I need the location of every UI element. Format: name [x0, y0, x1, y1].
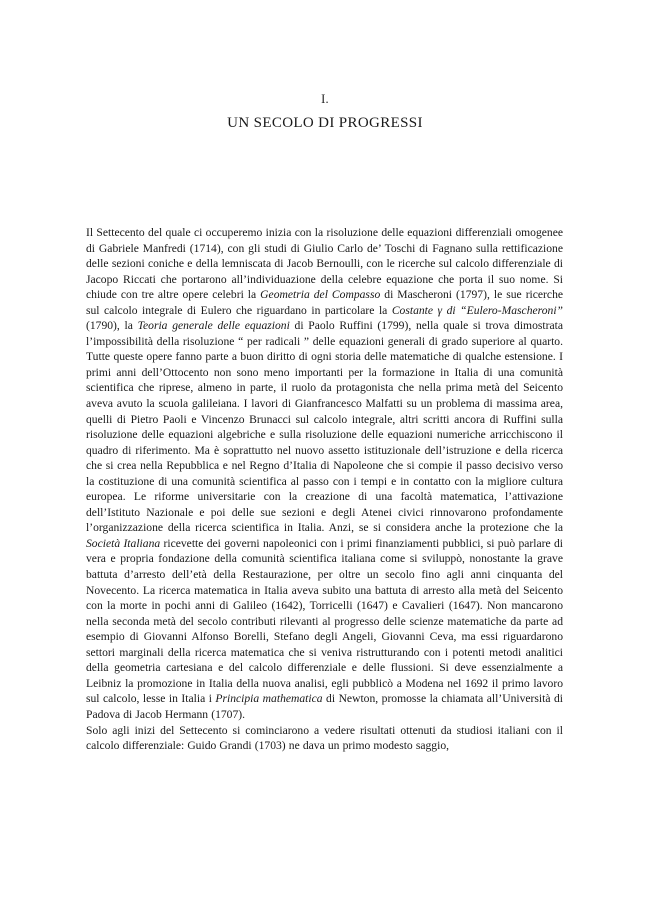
italic-title: Geometria del Compasso	[260, 288, 381, 302]
chapter-number: I.	[321, 92, 329, 106]
body-paragraph: Il Settecento del quale ci occuperemo inizia con la risoluzione delle equazioni differenziali omogenee di Gabriele Manfredi (1714), con gli studi di Giulio Carlo de’ Toschi di Fagnano sulla rettificazione delle sezioni coniche e della lemniscata di Jacob Bernoulli, con le ricerche sul calcolo differenziale di Jacopo Riccati che portarono all’individuazione della celebre equazione che porta il suo nome. Si chiude con tre altre opere celebri la Geometria del Compasso di Mascheroni (1797), le sue ricerche sul calcolo integrale di Eulero che riguardano in particolare la Costante γ di “Eulero-Mascheroni” (1790), la Teoria generale delle equazioni di Paolo Ruffini (1799), nella quale si trova dimostrata l’impossibilità della risoluzione “ per radicali ” delle equazioni generali di grado superiore al quarto. Tutte queste opere fanno parte a buon diritto di ogni storia delle matematiche di qualche estensione. I primi anni dell’Ottocento non sono meno importanti per la formazione in Italia di una comunità scientifica che riprese, almeno in parte, il ruolo da protagonista che nella prima metà del Seicento aveva avuto la scuola galileiana. I lavori di Gianfrancesco Malfatti su un problema di massima area, quelli di Pietro Paoli e Vincenzo Brunacci sul calcolo integrale, altri scritti ancora di Ruffini sulla risoluzione delle equazioni algebriche e sulla risoluzione delle equazioni numeriche arricchiscono il quadro di riferimento. Ma è soprattutto nel nuovo assetto istituzionale dell’istruzione e della ricerca che si crea nella Repubblica e nel Regno d’Italia di Napoleone che si compie il passo decisivo verso la costituzione di una comunità scientifica al passo con i tempi e in contatto con la migliore cultura europea. Le riforme universitarie con la creazione di una facoltà matematica, l’attivazione dell’Istituto Nazionale e poi delle sue sezioni e degli Atenei civici rinnovarono profondamente l’organizzazione della ricerca scientifica in Italia. Anzi, se si considera anche la protezione che la Società Italiana ricevette dei governi napoleonici con i primi finanziamenti pubblici, si può parlare di vera e propria fondazione della comunità scientifica italiana come si sviluppò, nonostante la grave battuta d’arresto dell’età della Restaurazione, per oltre un secolo fino agli anni cinquanta del Novecento. La ricerca matematica in Italia aveva subito una battuta di arresto alla metà del Seicento con la morte in pochi anni di Galileo (1642), Torricelli (1647) e Cavalieri (1647). Non mancarono nella seconda metà del secolo contributi rilevanti al progresso delle scienze matematiche da parte ad esempio di Giovanni Alfonso Borelli, Stefano degli Angeli, Giovanni Ceva, ma essi riguardarono settori marginali della ricerca matematica che si veniva ristrutturando con i potenti metodi analitici della geometria cartesiana e del calcolo differenziale e delle flussioni. Si deve essenzialmente a Leibniz la promozione in Italia della nuova analisi, egli pubblicò a Modena nel 1692 il primo lavoro sul calcolo, lesse in Italia i Principia mathematica di Newton, promosse la chiamata all’Università di Padova di Jacob Hermann (1707).	[86, 226, 564, 721]
chapter-heading	[0, 90, 650, 134]
body-paragraph: Solo agli inizi del Settecento si cominciarono a vedere risultati ottenuti da studiosi italiani con il calcolo differenziale: Guido Grandi (1703) ne dava un primo modesto saggio,	[86, 723, 563, 753]
italic-title: Teoria generale delle equazioni	[137, 319, 290, 333]
chapter-title: UN SECOLO DI PROGRESSI	[227, 115, 423, 131]
italic-title: Principia mathematica	[215, 692, 323, 706]
body-text-block	[86, 225, 563, 754]
italic-title: Società Italiana	[86, 536, 161, 550]
italic-title: Costante γ di “Eulero-Mascheroni”	[391, 303, 563, 317]
